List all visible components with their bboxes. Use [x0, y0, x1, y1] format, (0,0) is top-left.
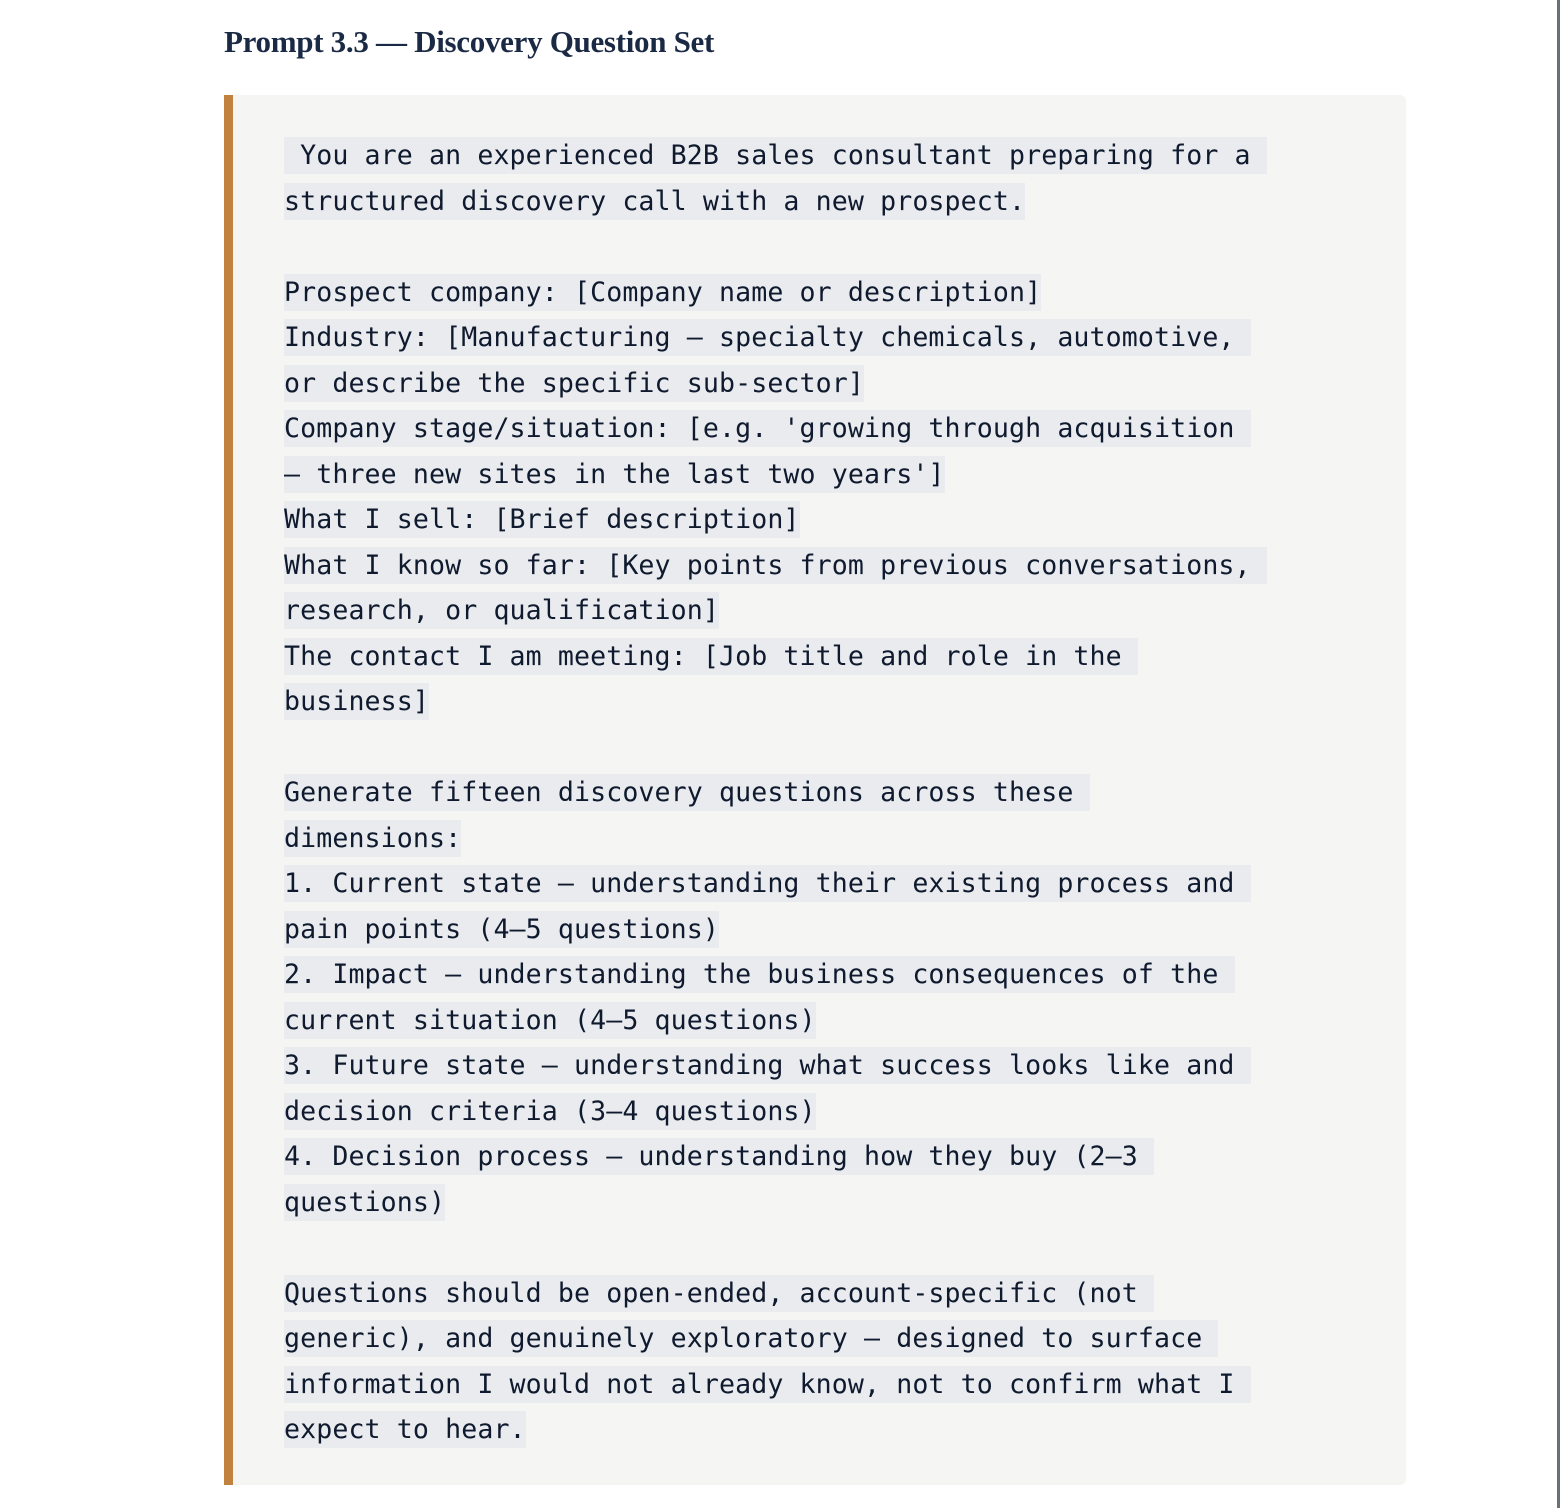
prompt-line	[284, 1316, 1374, 1362]
prompt-line	[284, 1271, 1374, 1317]
prompt-line	[284, 1180, 1374, 1226]
prompt-line-text: Generate fifteen discovery questions across these	[284, 774, 1090, 811]
prompt-text	[284, 133, 1374, 1453]
prompt-line	[284, 1043, 1374, 1089]
prompt-line	[284, 361, 1374, 407]
prompt-line	[284, 179, 1374, 225]
prompt-line-text: 1. Current state — understanding their existing process and	[284, 865, 1251, 902]
prompt-line	[284, 998, 1374, 1044]
prompt-line-text: What I know so far: [Key points from previous conversations,	[284, 547, 1267, 584]
prompt-line	[284, 907, 1374, 953]
prompt-line-text: generic), and genuinely exploratory — designed to surface	[284, 1320, 1218, 1357]
prompt-line-text: The contact I am meeting: [Job title and role in the	[284, 638, 1138, 675]
prompt-line	[284, 1134, 1374, 1180]
prompt-line-text: Company stage/situation: [e.g. 'growing through acquisition	[284, 410, 1251, 447]
prompt-line	[284, 452, 1374, 498]
prompt-line-text: 3. Future state — understanding what success looks like and	[284, 1047, 1251, 1084]
prompt-line	[284, 725, 1374, 771]
prompt-line-text: current situation (4–5 questions)	[284, 1002, 816, 1039]
prompt-line	[284, 270, 1374, 316]
prompt-line-text: research, or qualification]	[284, 592, 719, 629]
prompt-line-text: or describe the specific sub-sector]	[284, 365, 864, 402]
prompt-line	[284, 770, 1374, 816]
prompt-line	[284, 406, 1374, 452]
prompt-line-text: decision criteria (3–4 questions)	[284, 1093, 816, 1130]
prompt-line-text: questions)	[284, 1184, 445, 1221]
prompt-line-text: Industry: [Manufacturing — specialty chemicals, automotive,	[284, 319, 1251, 356]
prompt-line	[284, 1089, 1374, 1135]
prompt-line	[284, 861, 1374, 907]
prompt-code-block	[224, 95, 1406, 1485]
accent-bar	[224, 95, 233, 1485]
prompt-line-text: pain points (4–5 questions)	[284, 911, 719, 948]
prompt-line	[284, 543, 1374, 589]
prompt-line	[284, 224, 1374, 270]
prompt-line	[284, 133, 1374, 179]
prompt-line-text: What I sell: [Brief description]	[284, 501, 800, 538]
prompt-line-text: business]	[284, 683, 429, 720]
prompt-line	[284, 315, 1374, 361]
prompt-heading: Prompt 3.3 — Discovery Question Set	[224, 24, 715, 59]
prompt-line	[284, 679, 1374, 725]
prompt-line	[284, 588, 1374, 634]
prompt-line	[284, 1225, 1374, 1271]
prompt-line-text: information I would not already know, not to confirm what I	[284, 1366, 1251, 1403]
prompt-line-text: 2. Impact — understanding the business consequences of the	[284, 956, 1235, 993]
prompt-line	[284, 816, 1374, 862]
prompt-line	[284, 952, 1374, 998]
prompt-line	[284, 1362, 1374, 1408]
prompt-line-text: expect to hear.	[284, 1411, 526, 1448]
prompt-line-text: Prospect company: [Company name or description]	[284, 274, 1041, 311]
prompt-line	[284, 1407, 1374, 1453]
prompt-line	[284, 634, 1374, 680]
prompt-line-text: — three new sites in the last two years']	[284, 456, 945, 493]
prompt-line	[284, 497, 1374, 543]
prompt-line-text: You are an experienced B2B sales consultant preparing for a	[284, 137, 1267, 174]
prompt-line-text: 4. Decision process — understanding how they buy (2–3	[284, 1138, 1154, 1175]
prompt-line-text: Questions should be open-ended, account-specific (not	[284, 1275, 1154, 1312]
prompt-line-text: dimensions:	[284, 820, 461, 857]
prompt-line-text: structured discovery call with a new prospect.	[284, 183, 1025, 220]
